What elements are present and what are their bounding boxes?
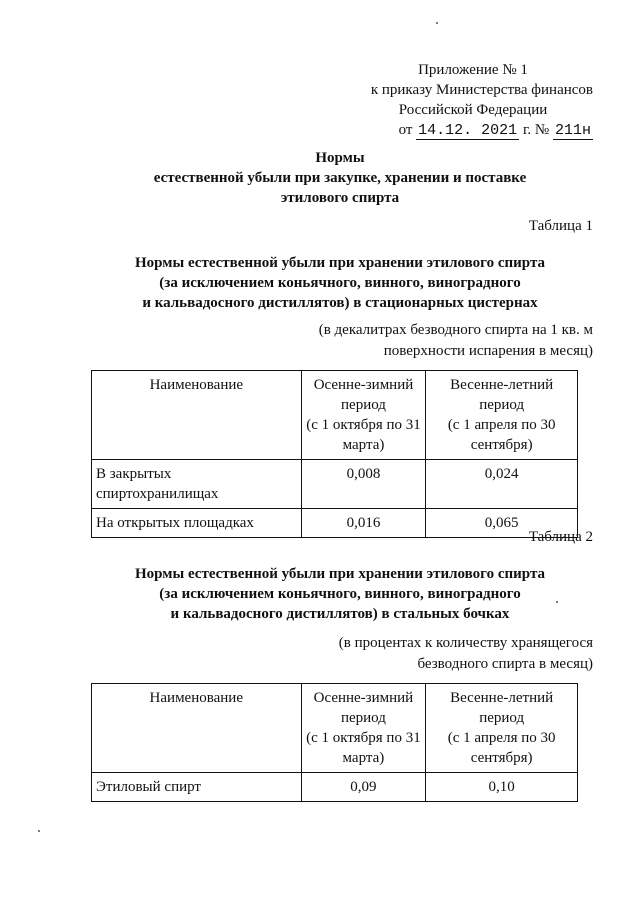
table1-units	[293, 320, 593, 362]
table2-title	[90, 564, 590, 624]
row-name: Этиловый спирт	[92, 773, 302, 802]
row-autumn-value: 0,008	[301, 460, 426, 509]
appendix-header	[293, 60, 593, 141]
table1-units-line: (в декалитрах безводного спирта на 1 кв. м	[318, 322, 593, 338]
header-line: марта)	[342, 750, 385, 766]
row-name: На открытых площадках	[92, 509, 302, 538]
year-number-label: г. №	[522, 122, 550, 138]
header-autumn	[301, 371, 426, 460]
scan-speck	[436, 22, 438, 24]
row-autumn-value: 0,016	[301, 509, 426, 538]
header-line: период	[341, 397, 386, 413]
header-line: сентября)	[470, 437, 533, 453]
table2-title-line: и кальвадосного дистиллятов) в стальных бочках	[170, 606, 510, 622]
row-spring-value: 0,065	[426, 509, 578, 538]
header-line: (с 1 октября по 31	[306, 417, 421, 433]
table-row	[92, 509, 578, 538]
row-name: В закрытых спиртохранилищах	[92, 460, 302, 509]
header-line: период	[479, 710, 525, 726]
table1-units-line: поверхности испарения в месяц)	[383, 343, 593, 359]
header-line: период	[340, 710, 386, 726]
header-line: период	[479, 397, 525, 413]
main-title-line: этилового спирта	[280, 190, 400, 206]
header-line: Осенне-зимний	[313, 690, 414, 706]
main-title-line: Нормы	[315, 150, 365, 166]
table-header-row	[92, 371, 578, 460]
header-line: (с 1 апреля по 30	[447, 730, 556, 746]
table2-label: Таблица 2	[528, 529, 593, 545]
table-row	[92, 773, 578, 802]
table1-title-line: (за исключением коньячного, винного, виноградного	[159, 275, 521, 291]
table-row	[92, 460, 578, 509]
scan-speck	[38, 830, 40, 832]
table-header-row	[92, 684, 578, 773]
order-date: 14.12. 2021	[418, 122, 518, 139]
main-title-line: естественной убыли при закупке, хранении и поставке	[153, 170, 527, 186]
table2-units-line: (в процентах к количеству хранящегося	[338, 635, 593, 651]
table2-units	[293, 633, 593, 675]
header-line: Осенне-зимний	[313, 377, 414, 393]
header-line: сентября)	[470, 750, 533, 766]
header-line: Весенне-летний	[450, 377, 554, 393]
appendix-federation: Российской Федерации	[398, 102, 548, 118]
main-title	[90, 148, 590, 208]
header-name: Наименование	[92, 371, 302, 460]
table2-title-line: (за исключением коньячного, винного, виноградного	[159, 586, 521, 602]
table2	[91, 683, 578, 802]
row-spring-value: 0,024	[426, 460, 578, 509]
appendix-title: Приложение № 1	[418, 62, 528, 78]
header-line: марта)	[342, 437, 385, 453]
header-name: Наименование	[92, 684, 302, 773]
from-label: от	[398, 122, 413, 138]
header-spring	[426, 684, 578, 773]
scan-speck	[556, 601, 558, 603]
table1	[91, 370, 578, 538]
order-number: 211н	[554, 122, 591, 139]
table2-title-line: Нормы естественной убыли при хранении этилового спирта	[134, 566, 545, 582]
row-autumn-value: 0,09	[301, 773, 426, 802]
header-line: Весенне-летний	[450, 690, 554, 706]
table1-title	[90, 253, 590, 313]
header-line: (с 1 октября по 31	[306, 730, 421, 746]
table1-title-line: Нормы естественной убыли при хранении этилового спирта	[134, 255, 545, 271]
table2-units-line: безводного спирта в месяц)	[417, 656, 593, 672]
header-spring	[426, 371, 578, 460]
row-spring-value: 0,10	[426, 773, 578, 802]
table1-label: Таблица 1	[528, 218, 593, 234]
header-autumn	[301, 684, 426, 773]
appendix-order: к приказу Министерства финансов	[370, 82, 593, 98]
appendix-date-line	[293, 120, 593, 141]
header-line: (с 1 апреля по 30	[447, 417, 556, 433]
table1-title-line: и кальвадосного дистиллятов) в стационарных цистернах	[142, 295, 538, 311]
